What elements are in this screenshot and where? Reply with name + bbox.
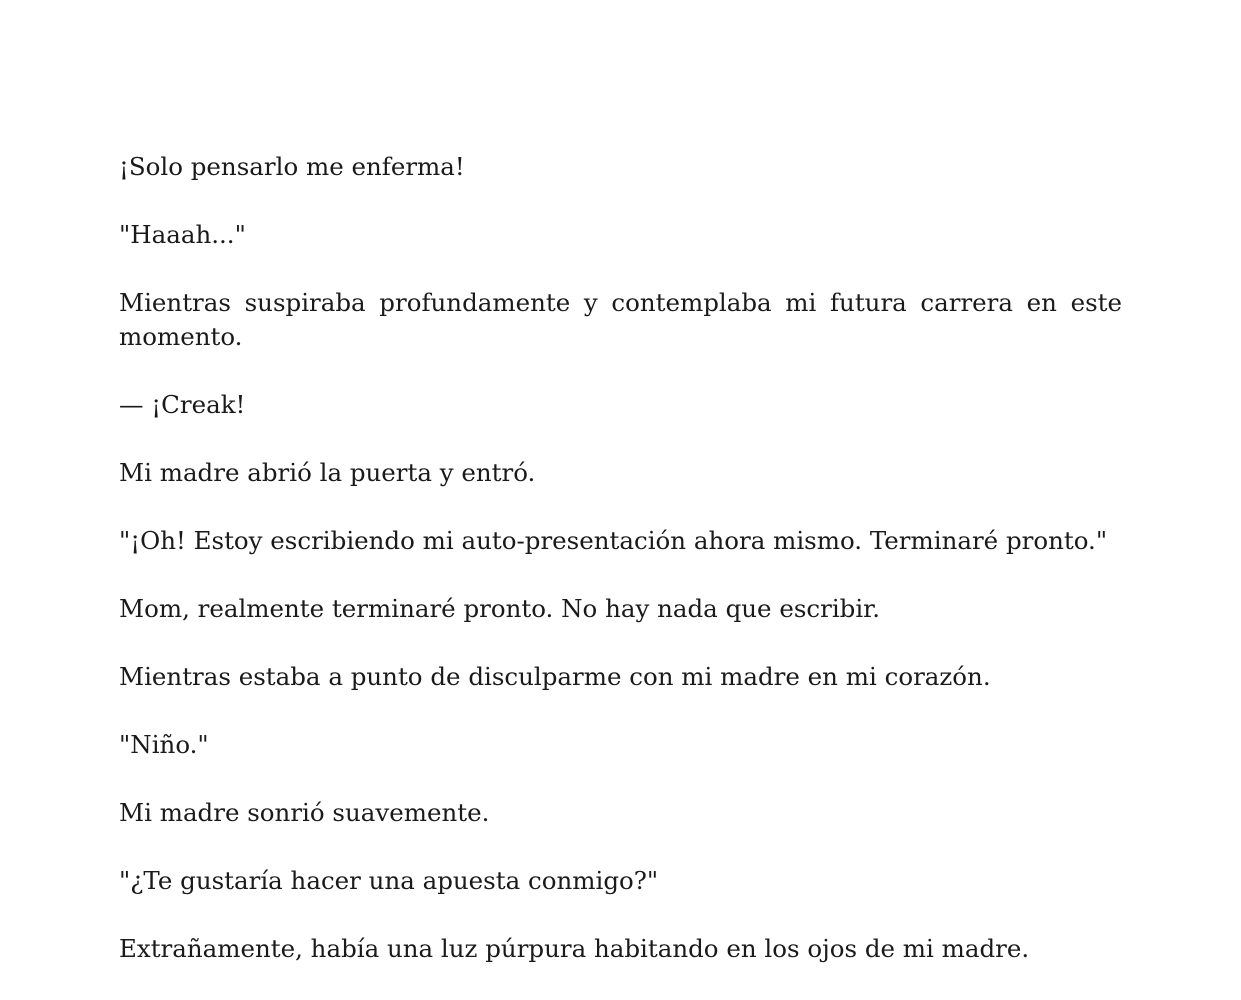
document-body bbox=[119, 150, 1122, 1000]
paragraph: Mientras estaba a punto de disculparme con mi madre en mi corazón. bbox=[119, 662, 991, 691]
paragraph: "Haaah..." bbox=[119, 220, 246, 249]
paragraph: Mom, realmente terminaré pronto. No hay nada que escribir. bbox=[119, 594, 880, 623]
paragraph: "Niño." bbox=[119, 730, 209, 759]
paragraph: Mientras suspiraba profundamente y contemplaba mi futura carrera en este momento. bbox=[119, 288, 1122, 351]
paragraph: Mi madre abrió la puerta y entró. bbox=[119, 458, 536, 487]
paragraph: Extrañamente, había una luz púrpura habitando en los ojos de mi madre. bbox=[119, 934, 1030, 963]
paragraph: — ¡Creak! bbox=[119, 390, 246, 419]
paragraph: "¡Oh! Estoy escribiendo mi auto-presentación ahora mismo. Terminaré pronto." bbox=[119, 526, 1108, 555]
paragraph: ¡Solo pensarlo me enferma! bbox=[119, 152, 465, 181]
paragraph: Mi madre sonrió suavemente. bbox=[119, 798, 490, 827]
paragraph: "¿Te gustaría hacer una apuesta conmigo?" bbox=[119, 866, 659, 895]
